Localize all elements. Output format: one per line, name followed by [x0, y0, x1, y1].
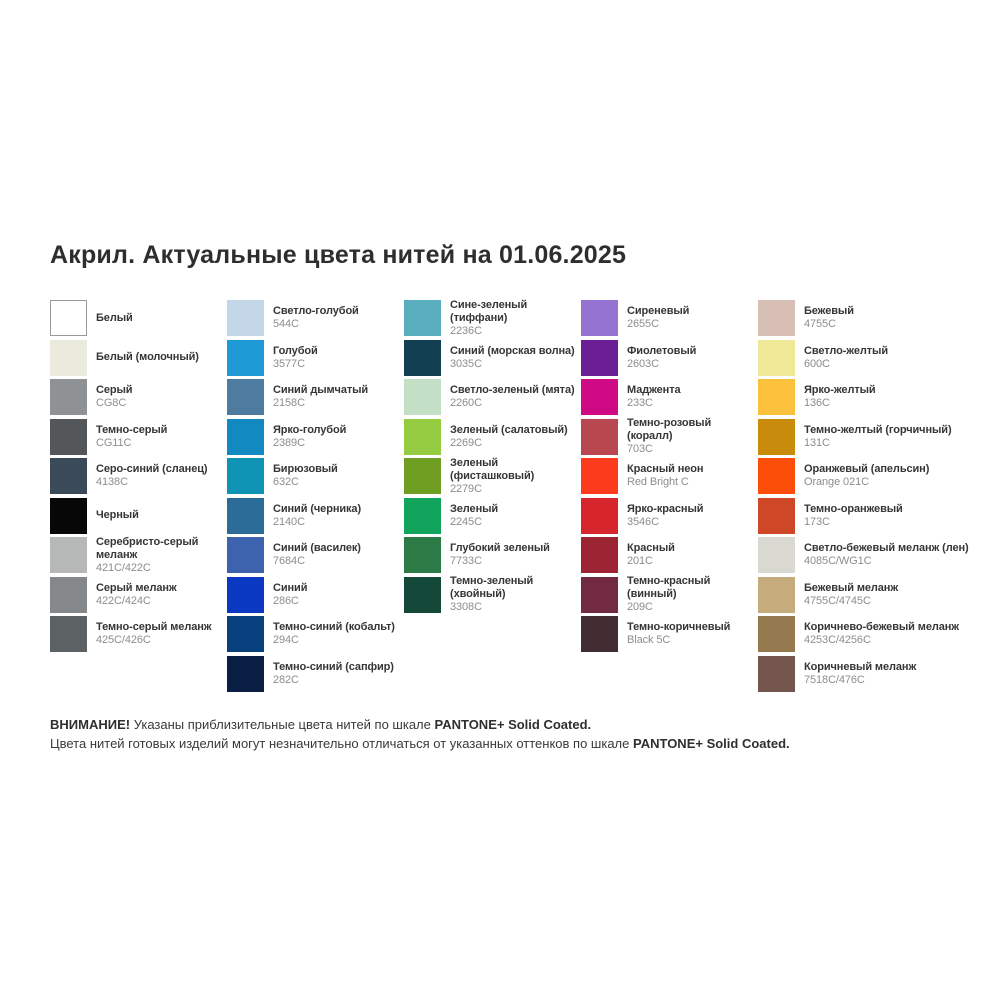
- color-swatch: [758, 616, 795, 652]
- color-code: 3546C: [627, 515, 659, 528]
- color-labels: [627, 417, 758, 456]
- swatch-column: [227, 300, 404, 695]
- color-item: [50, 419, 227, 455]
- color-item: [227, 537, 404, 573]
- color-code: 131C: [804, 436, 830, 449]
- color-labels: [273, 621, 404, 647]
- disclaimer-bold-text: .: [587, 717, 592, 732]
- swatch-column: [404, 300, 581, 695]
- color-name: Светло-зеленый (мята): [450, 384, 575, 396]
- color-name: Темно-красный (винный): [627, 575, 711, 600]
- color-name: Темно-зеленый (хвойный): [450, 575, 534, 600]
- color-item: [581, 340, 758, 376]
- color-code: CG8C: [96, 397, 127, 409]
- color-swatch: [404, 537, 441, 573]
- color-item: [50, 340, 227, 376]
- page-title: Акрил. Актуальные цвета нитей на 01.06.2025: [50, 241, 627, 269]
- color-code: 2279C: [450, 482, 482, 495]
- color-labels: [804, 305, 982, 331]
- color-swatch: [227, 656, 264, 692]
- color-item: [581, 498, 758, 534]
- color-swatch: [227, 379, 264, 415]
- color-item: [581, 379, 758, 415]
- color-name: Синий (морская волна): [450, 344, 575, 357]
- color-labels: [96, 536, 227, 575]
- color-item: [227, 458, 404, 494]
- color-name: Бежевый меланж: [804, 581, 899, 594]
- color-labels: [627, 575, 758, 614]
- color-labels: [450, 384, 581, 410]
- color-item: [404, 379, 581, 415]
- color-swatch: [50, 537, 87, 573]
- color-swatch: [50, 340, 87, 376]
- color-item: [227, 379, 404, 415]
- color-labels: [450, 345, 581, 371]
- color-name: Серый меланж: [96, 581, 177, 594]
- color-code: 703C: [627, 443, 653, 455]
- color-name: Коричнево-бежевый меланж: [804, 621, 959, 633]
- color-swatch: [404, 458, 441, 494]
- color-swatch: [50, 458, 87, 494]
- color-labels: [450, 575, 581, 614]
- color-code: 3035C: [450, 357, 482, 370]
- color-item: [758, 419, 988, 455]
- color-item: [758, 616, 988, 652]
- color-swatch: [581, 537, 618, 573]
- swatch-column: [581, 300, 758, 695]
- color-name: Синий дымчатый: [273, 384, 369, 396]
- color-name: Темно-синий (сапфир): [273, 660, 394, 673]
- color-item: [758, 577, 988, 613]
- color-swatch: [758, 458, 795, 494]
- disclaimer-bold-text: PANTONE+ Solid Coated: [633, 736, 787, 751]
- color-item: [404, 300, 581, 336]
- color-name: Голубой: [273, 344, 318, 357]
- color-name: Темно-желтый (горчичный): [804, 423, 952, 436]
- color-code: 136C: [804, 397, 830, 409]
- color-code: 2260C: [450, 397, 482, 409]
- color-name: Ярко-желтый: [804, 384, 876, 396]
- color-item: [758, 458, 988, 494]
- color-code: 294C: [273, 634, 299, 646]
- color-labels: [96, 463, 227, 489]
- color-code: 425C/426C: [96, 634, 151, 646]
- disclaimer-bold-text: .: [786, 736, 790, 751]
- color-swatch: [404, 340, 441, 376]
- color-item: [50, 498, 227, 534]
- color-name: Серебристо-серый меланж: [96, 535, 199, 561]
- color-labels: [96, 621, 227, 647]
- color-code: 2269C: [450, 436, 482, 449]
- color-code: 4755C: [804, 318, 836, 330]
- color-swatch: [227, 616, 264, 652]
- swatch-column: [50, 300, 227, 695]
- color-labels: [804, 345, 982, 371]
- color-code: CG11C: [96, 436, 132, 449]
- color-item: [50, 300, 227, 336]
- disclaimer-text: Цвета нитей готовых изделий могут незначительно отличаться от указанных оттенков по шкале: [50, 736, 633, 751]
- color-name: Темно-серый: [96, 423, 168, 436]
- color-code: 4253C/4256C: [804, 634, 871, 646]
- color-code: 209C: [627, 601, 653, 613]
- color-swatch: [227, 300, 264, 336]
- color-swatch: [50, 419, 87, 455]
- color-item: [404, 340, 581, 376]
- color-labels: [627, 305, 758, 331]
- color-name: Серо-синий (сланец): [96, 463, 208, 475]
- color-name: Черный: [96, 509, 139, 521]
- color-item: [758, 656, 988, 692]
- color-labels: [96, 509, 227, 522]
- color-code: 2389C: [273, 436, 305, 449]
- color-name: Бирюзовый: [273, 463, 338, 475]
- color-labels: [804, 621, 982, 647]
- color-name: Темно-серый меланж: [96, 621, 212, 633]
- color-labels: [804, 384, 982, 410]
- color-code: 233C: [627, 397, 653, 409]
- color-name: Коричневый меланж: [804, 660, 917, 673]
- color-name: Бежевый: [804, 305, 854, 317]
- color-labels: [804, 424, 982, 450]
- color-item: [50, 379, 227, 415]
- color-item: [404, 458, 581, 494]
- disclaimer-line: [50, 715, 950, 734]
- color-swatch: [50, 577, 87, 613]
- color-labels: [450, 542, 581, 568]
- color-labels: [450, 503, 581, 529]
- color-item: [227, 577, 404, 613]
- color-name: Зеленый (фисташковый): [450, 456, 535, 482]
- color-code: 282C: [273, 673, 299, 686]
- color-labels: [96, 384, 227, 410]
- color-code: 544C: [273, 318, 299, 330]
- color-item: [227, 419, 404, 455]
- color-code: 4755C/4745C: [804, 594, 871, 607]
- color-name: Светло-желтый: [804, 344, 889, 357]
- color-name: Синий: [273, 581, 308, 594]
- color-swatch: [581, 300, 618, 336]
- color-swatch: [404, 498, 441, 534]
- color-code: 2236C: [450, 324, 482, 337]
- color-swatch: [50, 300, 87, 336]
- color-code: 173C: [804, 515, 830, 528]
- color-item: [404, 577, 581, 613]
- color-code: 2245C: [450, 515, 482, 528]
- color-swatch: [227, 458, 264, 494]
- color-swatch: [50, 379, 87, 415]
- color-name: Белый (молочный): [96, 351, 199, 363]
- color-code: 422C/424C: [96, 594, 151, 607]
- color-name: Красный: [627, 542, 675, 554]
- color-labels: [804, 661, 982, 687]
- color-labels: [273, 503, 404, 529]
- color-labels: [804, 503, 982, 529]
- color-name: Красный неон: [627, 463, 704, 475]
- color-item: [227, 616, 404, 652]
- color-item: [581, 577, 758, 613]
- color-code: Black 5C: [627, 634, 671, 646]
- color-item: [50, 577, 227, 613]
- color-item: [404, 537, 581, 573]
- color-name: Оранжевый (апельсин): [804, 463, 930, 475]
- color-code: 632C: [273, 476, 299, 488]
- color-swatch: [758, 577, 795, 613]
- color-swatch: [227, 577, 264, 613]
- color-item: [50, 537, 227, 573]
- color-item: [758, 340, 988, 376]
- color-name: Ярко-голубой: [273, 423, 347, 436]
- color-name: Глубокий зеленый: [450, 542, 550, 554]
- color-swatch: [581, 419, 618, 455]
- color-swatch: [758, 498, 795, 534]
- color-labels: [627, 463, 758, 489]
- color-name: Фиолетовый: [627, 344, 697, 357]
- color-labels: [627, 384, 758, 410]
- color-swatch: [758, 340, 795, 376]
- color-swatch: [227, 537, 264, 573]
- color-item: [581, 458, 758, 494]
- color-swatch: [50, 616, 87, 652]
- color-labels: [627, 542, 758, 568]
- color-swatch: [404, 300, 441, 336]
- color-labels: [273, 661, 404, 687]
- color-labels: [273, 582, 404, 608]
- disclaimer: [50, 715, 950, 753]
- color-item: [758, 537, 988, 573]
- color-code: Orange 021C: [804, 476, 869, 488]
- color-name: Темно-коричневый: [627, 621, 731, 633]
- color-labels: [96, 351, 227, 364]
- color-name: Маджента: [627, 384, 681, 396]
- color-code: 2603C: [627, 357, 659, 370]
- color-swatch: [581, 340, 618, 376]
- color-labels: [450, 299, 581, 338]
- color-labels: [627, 345, 758, 371]
- color-code: 7518C/476C: [804, 673, 865, 686]
- color-name: Светло-голубой: [273, 305, 359, 317]
- color-swatch: [581, 577, 618, 613]
- color-code: 7733C: [450, 555, 482, 567]
- color-item: [581, 537, 758, 573]
- color-name: Синий (василек): [273, 542, 361, 554]
- color-code: 421C/422C: [96, 561, 151, 574]
- disclaimer-line: [50, 734, 950, 753]
- color-name: Серый: [96, 384, 133, 396]
- color-code: 201C: [627, 555, 653, 567]
- color-labels: [273, 424, 404, 450]
- color-item: [227, 498, 404, 534]
- color-swatch: [227, 340, 264, 376]
- color-labels: [804, 463, 982, 489]
- swatch-column: [758, 300, 988, 695]
- color-code: 2158C: [273, 397, 305, 409]
- color-swatch: [227, 419, 264, 455]
- color-swatch: [581, 616, 618, 652]
- color-name: Синий (черника): [273, 502, 362, 515]
- color-labels: [96, 424, 227, 450]
- color-swatch: [758, 379, 795, 415]
- color-item: [758, 498, 988, 534]
- color-item: [227, 656, 404, 692]
- color-swatch: [404, 379, 441, 415]
- disclaimer-text: Указаны приблизительные цвета нитей по шкале: [130, 717, 435, 732]
- color-code: 4138C: [96, 476, 128, 488]
- color-swatch: [758, 537, 795, 573]
- color-labels: [627, 503, 758, 529]
- color-name: Сиреневый: [627, 305, 690, 317]
- color-code: 3308C: [450, 601, 482, 613]
- color-code: 2140C: [273, 515, 305, 528]
- color-item: [581, 616, 758, 652]
- color-labels: [273, 542, 404, 568]
- color-item: [50, 458, 227, 494]
- color-code: 2655C: [627, 318, 659, 330]
- color-name: Светло-бежевый меланж (лен): [804, 542, 969, 554]
- disclaimer-bold-text: ВНИМАНИЕ!: [50, 717, 131, 732]
- color-swatch: [50, 498, 87, 534]
- color-swatch: [581, 498, 618, 534]
- color-code: 3577C: [273, 357, 305, 370]
- color-labels: [804, 582, 982, 608]
- color-labels: [96, 312, 227, 325]
- color-swatch: [404, 577, 441, 613]
- color-name: Зеленый: [450, 502, 499, 515]
- color-swatch: [758, 300, 795, 336]
- color-labels: [450, 457, 581, 496]
- color-name: Темно-оранжевый: [804, 502, 903, 515]
- color-item: [227, 340, 404, 376]
- color-name: Темно-розовый (коралл): [627, 417, 712, 442]
- color-name: Зеленый (салатовый): [450, 423, 568, 436]
- disclaimer-bold-text: PANTONE+ Solid Coated: [434, 717, 588, 732]
- color-item: [227, 300, 404, 336]
- color-code: 600C: [804, 357, 830, 370]
- color-item: [581, 419, 758, 455]
- color-swatch: [404, 419, 441, 455]
- color-item: [404, 498, 581, 534]
- color-swatch: [581, 379, 618, 415]
- color-swatch: [227, 498, 264, 534]
- color-swatch: [758, 419, 795, 455]
- color-code: 286C: [273, 594, 299, 607]
- color-name: Белый: [96, 311, 133, 324]
- color-item: [50, 616, 227, 652]
- color-item: [404, 419, 581, 455]
- color-code: 4085C/WG1C: [804, 555, 872, 567]
- color-code: 7684C: [273, 555, 305, 567]
- swatch-grid: [50, 300, 988, 695]
- color-labels: [627, 621, 758, 647]
- color-labels: [450, 424, 581, 450]
- color-swatch: [581, 458, 618, 494]
- color-item: [758, 379, 988, 415]
- color-name: Темно-синий (кобальт): [273, 621, 395, 633]
- color-labels: [96, 582, 227, 608]
- color-labels: [273, 463, 404, 489]
- color-code: Red Bright C: [627, 476, 689, 488]
- color-item: [758, 300, 988, 336]
- color-swatch: [758, 656, 795, 692]
- color-item: [581, 300, 758, 336]
- color-name: Ярко-красный: [627, 502, 704, 515]
- color-labels: [273, 345, 404, 371]
- color-labels: [804, 542, 982, 568]
- color-labels: [273, 305, 404, 331]
- color-labels: [273, 384, 404, 410]
- color-name: Сине-зеленый (тиффани): [450, 298, 528, 324]
